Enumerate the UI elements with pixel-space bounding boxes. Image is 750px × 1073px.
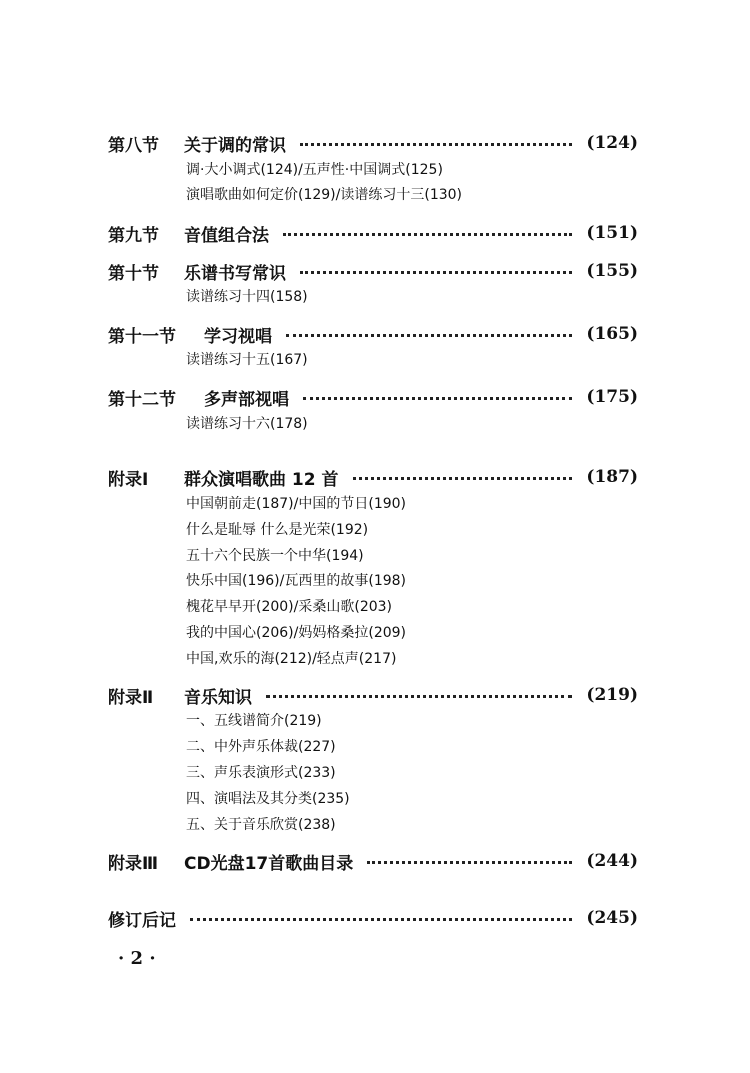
- page-ref: (155): [586, 261, 638, 281]
- dot-leader: [367, 861, 572, 864]
- dot-leader: [190, 918, 572, 921]
- subentry: 槐花早早开(200)/采桑山歌(203): [186, 599, 393, 615]
- subentry: 五、关于音乐欣赏(238): [186, 817, 336, 833]
- dot-leader: [283, 233, 572, 236]
- page-ref: (151): [586, 223, 638, 243]
- page-ref: (245): [586, 908, 638, 928]
- subentry: 一、五线谱简介(219): [186, 713, 322, 729]
- toc-entry-heading: [108, 462, 638, 492]
- subentry: 四、演唱法及其分类(235): [186, 791, 350, 807]
- appendix-number: 附录Ⅰ: [108, 469, 149, 490]
- toc-entry-heading: [108, 128, 638, 158]
- toc-entry-heading: [108, 218, 638, 248]
- section-title: 学习视唱: [204, 326, 272, 347]
- subentry: 演唱歌曲如何定价(129)/读谱练习十三(130): [186, 187, 463, 203]
- subentry: 五十六个民族一个中华(194): [186, 548, 364, 564]
- toc-entry-heading: [108, 256, 638, 286]
- section-title: 修订后记: [108, 910, 176, 931]
- subentry: 三、声乐表演形式(233): [186, 765, 336, 781]
- section-title: 群众演唱歌曲 12 首: [184, 469, 339, 490]
- dot-leader: [300, 271, 572, 274]
- subentry: 中国,欢乐的海(212)/轻点声(217): [186, 651, 397, 667]
- subentry: 快乐中国(196)/瓦西里的故事(198): [186, 573, 407, 589]
- page-ref: (175): [586, 387, 638, 407]
- section-number: 第十二节: [108, 389, 176, 410]
- page-ref: (187): [586, 467, 638, 487]
- page-ref: (124): [586, 133, 638, 153]
- toc-entry-heading: [108, 680, 638, 710]
- dot-leader: [300, 143, 572, 146]
- toc-entry-heading: [108, 382, 638, 412]
- section-number: 第十节: [108, 263, 159, 284]
- subentry: 读谱练习十五(167): [186, 352, 308, 368]
- subentry: 我的中国心(206)/妈妈格桑拉(209): [186, 625, 407, 641]
- page-ref: (219): [586, 685, 638, 705]
- dot-leader: [353, 477, 573, 480]
- subentry: 读谱练习十六(178): [186, 416, 308, 432]
- dot-leader: [303, 397, 572, 400]
- page-ref: (165): [586, 324, 638, 344]
- section-title: 多声部视唱: [204, 389, 289, 410]
- subentry: 二、中外声乐体裁(227): [186, 739, 336, 755]
- dot-leader: [266, 695, 572, 698]
- page-ref: (244): [586, 851, 638, 871]
- section-title: 乐谱书写常识: [184, 263, 286, 284]
- appendix-number: 附录Ⅲ: [108, 853, 159, 874]
- toc-entry-heading: [108, 846, 638, 876]
- subentry: 什么是耻辱 什么是光荣(192): [186, 522, 369, 538]
- section-number: 第九节: [108, 225, 159, 246]
- subentry: 读谱练习十四(158): [186, 289, 308, 305]
- section-number: 第十一节: [108, 326, 176, 347]
- dot-leader: [286, 334, 572, 337]
- section-title: 关于调的常识: [184, 135, 286, 156]
- section-title: 音乐知识: [184, 687, 252, 708]
- section-title: CD光盘17首歌曲目录: [184, 853, 354, 874]
- section-number: 第八节: [108, 135, 159, 156]
- toc-entry-heading: [108, 319, 638, 349]
- subentry: 中国朝前走(187)/中国的节日(190): [186, 496, 407, 512]
- section-title: 音值组合法: [184, 225, 269, 246]
- appendix-number: 附录Ⅱ: [108, 687, 154, 708]
- toc-entry-heading: [108, 903, 638, 933]
- page-number: · 2 ·: [118, 948, 156, 969]
- subentry: 调·大小调式(124)/五声性·中国调式(125): [186, 162, 443, 178]
